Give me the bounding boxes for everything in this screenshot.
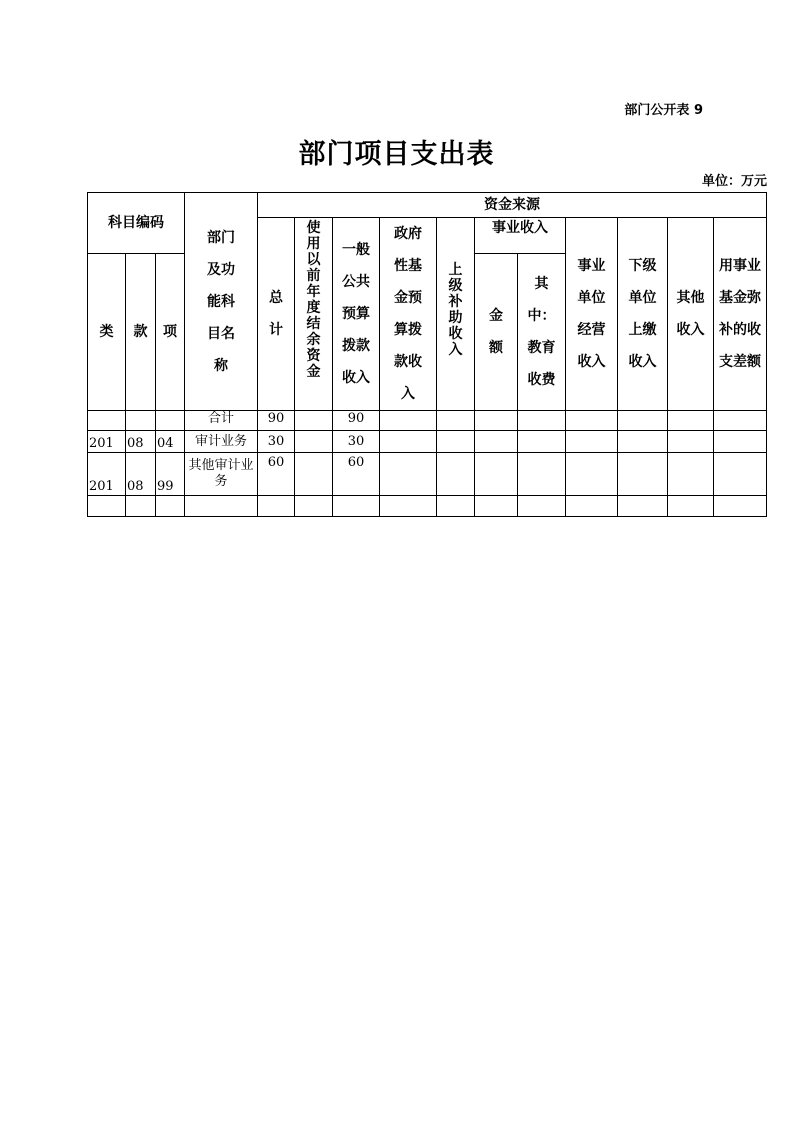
cell-superior-subsidy xyxy=(437,431,475,453)
cell-total: 60 xyxy=(258,453,295,496)
header-edu-fee: 其中：教育收费 xyxy=(518,254,566,411)
cell-gov-fund xyxy=(380,411,437,431)
cell-total: 90 xyxy=(258,411,295,431)
cell-name: 审计业务 xyxy=(185,431,258,453)
cell-operating-income xyxy=(566,411,618,431)
cell-kuan xyxy=(126,411,156,431)
header-dept-name: 部门及功能科目名称 xyxy=(185,193,258,411)
cell-other-income xyxy=(668,411,714,431)
cell-prior-year xyxy=(295,453,333,496)
cell-general-budget: 60 xyxy=(333,453,380,496)
table-row xyxy=(88,453,767,496)
header-other-income: 其他收入 xyxy=(668,218,714,411)
cell-amount xyxy=(475,411,518,431)
header-lower-turnover: 下级单位上缴收入 xyxy=(618,218,668,411)
cell-edu-fee xyxy=(518,453,566,496)
header-superior-subsidy: 上级补助收入 xyxy=(437,218,475,411)
cell-xiang: 99 xyxy=(156,453,185,496)
cell-fund-balance xyxy=(714,431,767,453)
cell-fund-balance xyxy=(714,496,767,517)
cell-total: 30 xyxy=(258,431,295,453)
cell-general-budget: 30 xyxy=(333,431,380,453)
cell-edu-fee xyxy=(518,431,566,453)
cell-lower-turnover xyxy=(618,431,668,453)
cell-operating-income xyxy=(566,431,618,453)
table-row xyxy=(88,496,767,517)
form-code: 部门公开表 9 xyxy=(624,103,703,118)
page-title: 部门项目支出表 xyxy=(298,139,495,170)
cell-lower-turnover xyxy=(618,411,668,431)
cell-amount xyxy=(475,496,518,517)
cell-name xyxy=(185,496,258,517)
cell-fund-balance xyxy=(714,411,767,431)
header-business-income-group: 事业收入 xyxy=(475,218,566,254)
cell-prior-year xyxy=(295,496,333,517)
header-amount: 金额 xyxy=(475,254,518,411)
cell-general-budget: 90 xyxy=(333,411,380,431)
cell-lei xyxy=(88,411,126,431)
cell-other-income xyxy=(668,453,714,496)
cell-edu-fee xyxy=(518,411,566,431)
cell-lower-turnover xyxy=(618,496,668,517)
header-lei: 类 xyxy=(88,254,126,411)
table-row xyxy=(88,411,767,431)
header-total: 总计 xyxy=(258,218,295,411)
cell-gov-fund xyxy=(380,431,437,453)
header-xiang: 项 xyxy=(156,254,185,411)
cell-operating-income xyxy=(566,496,618,517)
cell-superior-subsidy xyxy=(437,411,475,431)
cell-general-budget xyxy=(333,496,380,517)
cell-xiang xyxy=(156,411,185,431)
cell-other-income xyxy=(668,431,714,453)
cell-amount xyxy=(475,431,518,453)
header-operating-income: 事业单位经营收入 xyxy=(566,218,618,411)
header-code-group: 科目编码 xyxy=(88,193,185,254)
header-gov-fund: 政府性基金预算拨款收入 xyxy=(380,218,437,411)
unit-label: 单位：万元 xyxy=(701,174,767,189)
header-fund-balance: 用事业基金弥补的收支差额 xyxy=(714,218,767,411)
cell-prior-year xyxy=(295,411,333,431)
cell-operating-income xyxy=(566,453,618,496)
cell-lei xyxy=(88,496,126,517)
header-prior-year: 使用以前年度结余资金 xyxy=(295,218,333,411)
cell-amount xyxy=(475,453,518,496)
cell-gov-fund xyxy=(380,453,437,496)
cell-xiang: 04 xyxy=(156,431,185,453)
cell-kuan: 08 xyxy=(126,431,156,453)
cell-lei: 201 xyxy=(88,453,126,496)
cell-prior-year xyxy=(295,431,333,453)
header-general-budget: 一般公共预算拨款收入 xyxy=(333,218,380,411)
cell-name: 合计 xyxy=(185,411,258,431)
cell-fund-balance xyxy=(714,453,767,496)
cell-superior-subsidy xyxy=(437,453,475,496)
cell-xiang xyxy=(156,496,185,517)
cell-other-income xyxy=(668,496,714,517)
cell-name: 其他审计业务 xyxy=(185,453,258,496)
cell-superior-subsidy xyxy=(437,496,475,517)
cell-gov-fund xyxy=(380,496,437,517)
table-row xyxy=(88,431,767,453)
cell-lei: 201 xyxy=(88,431,126,453)
cell-total xyxy=(258,496,295,517)
header-funding-group: 资金来源 xyxy=(258,193,767,218)
cell-kuan: 08 xyxy=(126,453,156,496)
cell-edu-fee xyxy=(518,496,566,517)
header-kuan: 款 xyxy=(126,254,156,411)
cell-lower-turnover xyxy=(618,453,668,496)
cell-kuan xyxy=(126,496,156,517)
project-expenditure-table xyxy=(87,192,767,517)
